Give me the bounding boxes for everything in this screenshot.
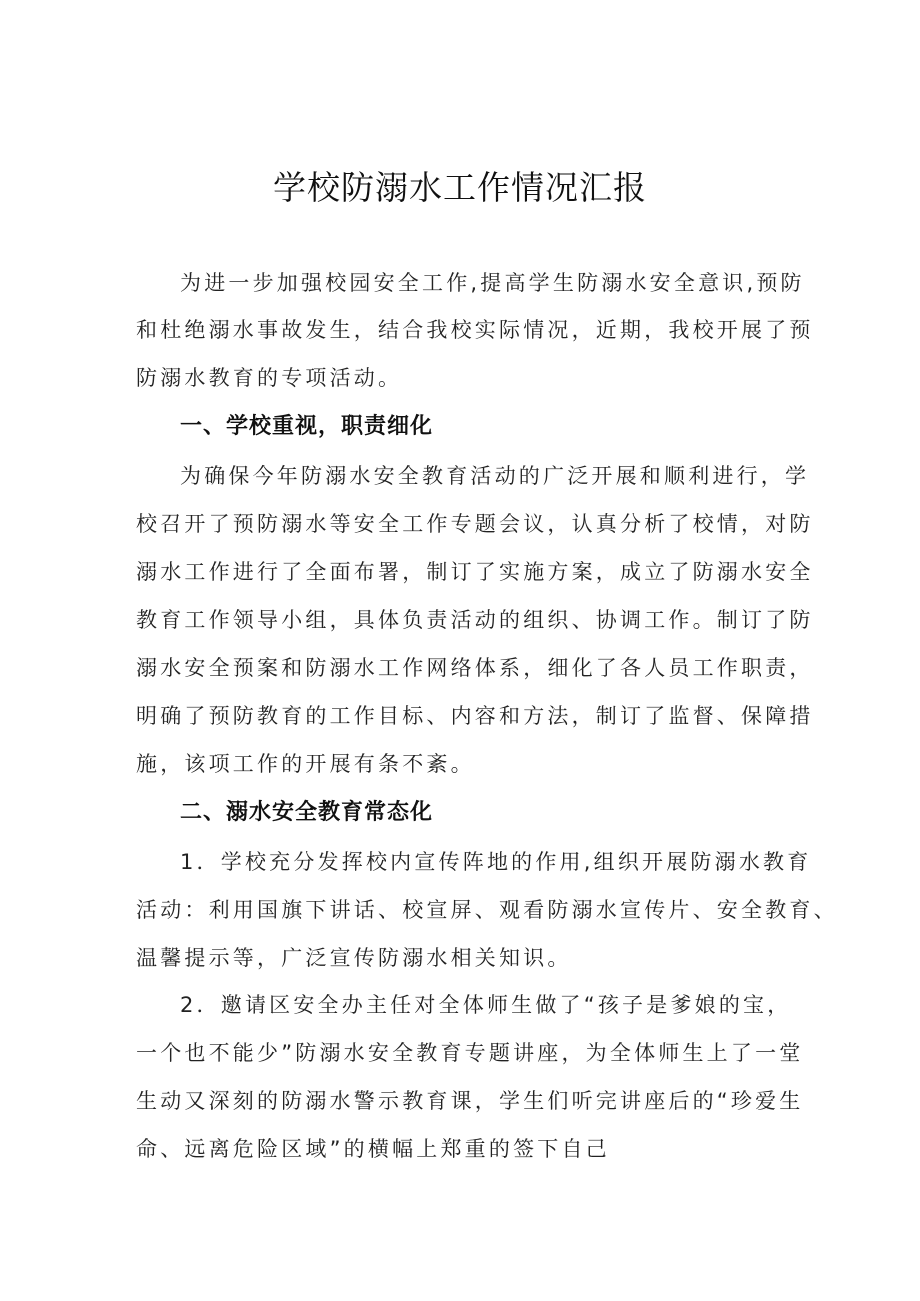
paragraph-line: 为确保今年防溺水安全教育活动的广泛开展和顺利进行，学 <box>180 464 810 488</box>
paragraph-line: 校召开了预防溺水等安全工作专题会议，认真分析了校情，对防 <box>136 512 814 536</box>
paragraph-line: 施，该项工作的开展有条不紊。 <box>136 752 475 776</box>
paragraph-line: 2．邀请区安全办主任对全体师生做了“孩子是爹娘的宝， <box>180 993 792 1017</box>
paragraph-line: 和杜绝溺水事故发生，结合我校实际情况，近期，我校开展了预 <box>136 318 814 342</box>
paragraph-line: 为进一步加强校园安全工作,提高学生防溺水安全意识,预防 <box>180 271 805 295</box>
paragraph-line: 一个也不能少”防溺水安全教育专题讲座，为全体师生上了一堂 <box>136 1041 804 1065</box>
section-heading: 二、溺水安全教育常态化 <box>180 800 434 825</box>
paragraph-line: 溺水安全预案和防溺水工作网络体系，细化了各人员工作职责， <box>136 656 814 680</box>
paragraph-line: 明确了预防教育的工作目标、内容和方法，制订了监督、保障措 <box>136 704 814 728</box>
paragraph-line: 命、远离危险区域”的横幅上郑重的签下自己 <box>136 1137 610 1161</box>
paragraph-line: 溺水工作进行了全面布署，制订了实施方案，成立了防溺水安全 <box>136 560 814 584</box>
paragraph-line: 活动：利用国旗下讲话、校宣屏、观看防溺水宣传片、安全教育、 <box>136 898 838 922</box>
paragraph-line: 防溺水教育的专项活动。 <box>136 366 403 390</box>
paragraph-line: 生动又深刻的防溺水警示教育课，学生们听完讲座后的“珍爱生 <box>136 1089 804 1113</box>
section-heading: 一、学校重视，职责细化 <box>180 414 434 439</box>
paragraph-line: 温馨提示等，广泛宣传防溺水相关知识。 <box>136 946 572 970</box>
paragraph-line: 1．学校充分发挥校内宣传阵地的作用,组织开展防溺水教育 <box>180 850 812 874</box>
document-title: 学校防溺水工作情况汇报 <box>273 168 647 207</box>
paragraph-line: 教育工作领导小组，具体负责活动的组织、协调工作。制订了防 <box>136 608 814 632</box>
